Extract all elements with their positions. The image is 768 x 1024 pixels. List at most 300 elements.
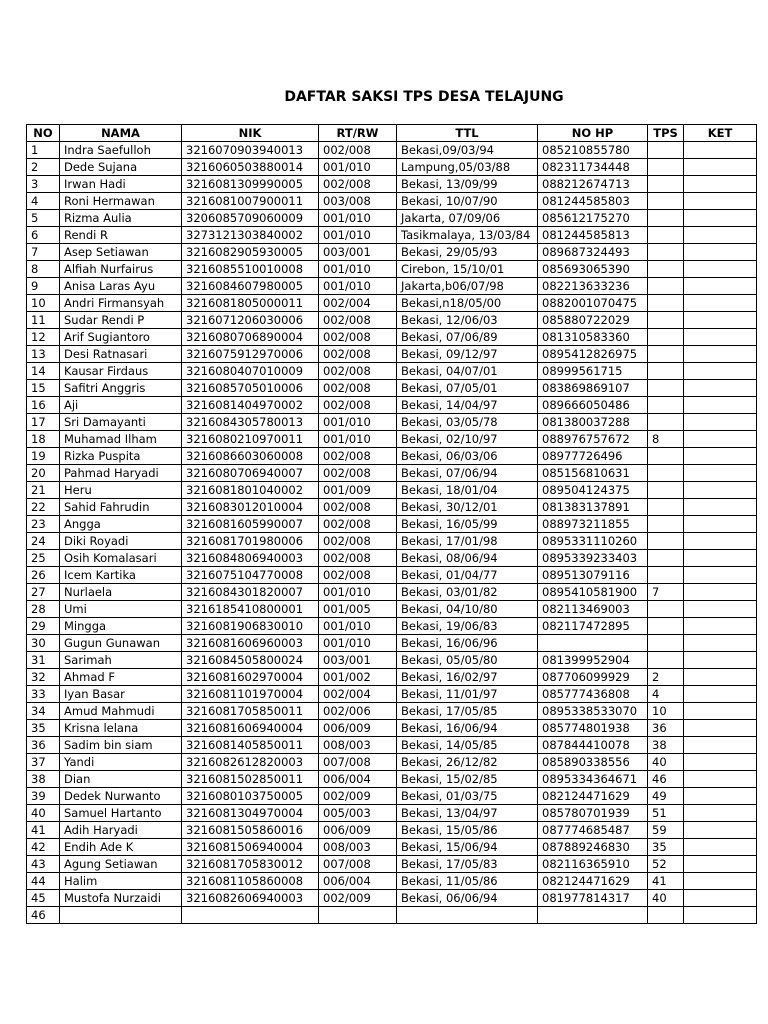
cell-nama: Alfiah Nurfairus [60, 261, 182, 278]
cell-rt-rw: 007/008 [319, 856, 397, 873]
table-body [27, 142, 757, 924]
cell-nik: 3216081606940004 [182, 720, 319, 737]
cell-ket [684, 686, 757, 703]
cell-no-hp: 0895334364671 [538, 771, 648, 788]
cell-ket [684, 720, 757, 737]
column-header-ket: KET [684, 125, 757, 142]
cell-no: 4 [27, 193, 60, 210]
cell-nik: 3216086603060008 [182, 448, 319, 465]
cell-ket [684, 856, 757, 873]
cell-ttl: Bekasi, 16/05/99 [397, 516, 538, 533]
table-row [27, 550, 757, 567]
cell-tps: 46 [648, 771, 684, 788]
cell-ttl: Tasikmalaya, 13/03/84 [397, 227, 538, 244]
cell-tps: 52 [648, 856, 684, 873]
cell-no-hp: 087844410078 [538, 737, 648, 754]
cell-tps [648, 363, 684, 380]
table-row [27, 193, 757, 210]
table-row [27, 703, 757, 720]
cell-nik: 3216081304970004 [182, 805, 319, 822]
cell-ttl: Jakarta,b06/07/98 [397, 278, 538, 295]
cell-no-hp: 085777436808 [538, 686, 648, 703]
cell-tps [648, 448, 684, 465]
cell-no-hp [538, 907, 648, 924]
cell-no-hp: 089666050486 [538, 397, 648, 414]
cell-rt-rw: 002/008 [319, 176, 397, 193]
column-header-ttl: TTL [397, 125, 538, 142]
cell-tps [648, 618, 684, 635]
cell-nik: 3216080407010009 [182, 363, 319, 380]
cell-nama: Yandi [60, 754, 182, 771]
cell-nama: Adih Haryadi [60, 822, 182, 839]
cell-ttl: Bekasi, 04/10/80 [397, 601, 538, 618]
cell-no: 43 [27, 856, 60, 873]
cell-nama: Roni Hermawan [60, 193, 182, 210]
cell-nama: Diki Royadi [60, 533, 182, 550]
cell-tps: 51 [648, 805, 684, 822]
table-row [27, 737, 757, 754]
cell-no: 19 [27, 448, 60, 465]
cell-rt-rw [319, 907, 397, 924]
cell-no-hp: 082116365910 [538, 856, 648, 873]
table-row [27, 601, 757, 618]
cell-rt-rw: 002/009 [319, 788, 397, 805]
cell-tps [648, 244, 684, 261]
cell-no-hp: 087889246830 [538, 839, 648, 856]
cell-no: 32 [27, 669, 60, 686]
cell-rt-rw: 001/010 [319, 618, 397, 635]
cell-tps [648, 312, 684, 329]
cell-ket [684, 669, 757, 686]
cell-ket [684, 550, 757, 567]
cell-tps [648, 465, 684, 482]
cell-no-hp: 0895410581900 [538, 584, 648, 601]
cell-ttl: Bekasi, 02/10/97 [397, 431, 538, 448]
cell-ket [684, 159, 757, 176]
cell-ket [684, 499, 757, 516]
cell-no-hp: 0895412826975 [538, 346, 648, 363]
cell-nama: Arif Sugiantoro [60, 329, 182, 346]
cell-ttl: Bekasi, 29/05/93 [397, 244, 538, 261]
cell-no-hp: 0895338533070 [538, 703, 648, 720]
cell-rt-rw: 006/009 [319, 822, 397, 839]
cell-rt-rw: 002/008 [319, 329, 397, 346]
cell-nik: 3216081404970002 [182, 397, 319, 414]
cell-nik: 3216185410800001 [182, 601, 319, 618]
cell-no: 40 [27, 805, 60, 822]
cell-tps: 2 [648, 669, 684, 686]
cell-tps [648, 380, 684, 397]
cell-ket [684, 601, 757, 618]
cell-nik: 3216081309990005 [182, 176, 319, 193]
table-row [27, 618, 757, 635]
cell-ket [684, 397, 757, 414]
cell-ket [684, 584, 757, 601]
cell-nama: Dian [60, 771, 182, 788]
cell-rt-rw: 002/008 [319, 499, 397, 516]
cell-nama: Muhamad Ilham [60, 431, 182, 448]
cell-nama: Sarimah [60, 652, 182, 669]
cell-ttl: Bekasi, 06/06/94 [397, 890, 538, 907]
cell-no: 37 [27, 754, 60, 771]
cell-ttl: Bekasi, 15/05/86 [397, 822, 538, 839]
cell-nik: 3216081101970004 [182, 686, 319, 703]
cell-nik: 3216085510010008 [182, 261, 319, 278]
cell-ttl: Bekasi, 16/06/96 [397, 635, 538, 652]
cell-no-hp: 081244585803 [538, 193, 648, 210]
cell-no: 44 [27, 873, 60, 890]
cell-nik: 3216084806940003 [182, 550, 319, 567]
cell-ttl: Bekasi, 01/04/77 [397, 567, 538, 584]
column-header-no-hp: NO HP [538, 125, 648, 142]
cell-nik: 3216081606960003 [182, 635, 319, 652]
table-row [27, 329, 757, 346]
cell-tps [648, 176, 684, 193]
cell-nama: Dede Sujana [60, 159, 182, 176]
cell-no: 9 [27, 278, 60, 295]
cell-ket [684, 839, 757, 856]
cell-ket [684, 482, 757, 499]
cell-no-hp: 089687324493 [538, 244, 648, 261]
cell-nama: Pahmad Haryadi [60, 465, 182, 482]
cell-tps [648, 414, 684, 431]
cell-rt-rw: 002/008 [319, 380, 397, 397]
cell-ket [684, 295, 757, 312]
cell-no: 13 [27, 346, 60, 363]
cell-no-hp: 083869869107 [538, 380, 648, 397]
cell-no-hp: 082124471629 [538, 873, 648, 890]
page-title: DAFTAR SAKSI TPS DESA TELAJUNG [284, 89, 564, 105]
cell-ket [684, 244, 757, 261]
cell-nik: 3216060503880014 [182, 159, 319, 176]
cell-ket [684, 754, 757, 771]
column-header-nik: NIK [182, 125, 319, 142]
cell-nik: 3216071206030006 [182, 312, 319, 329]
cell-tps [648, 533, 684, 550]
cell-ket [684, 312, 757, 329]
cell-ttl: Bekasi, 08/06/94 [397, 550, 538, 567]
cell-no: 30 [27, 635, 60, 652]
cell-no-hp: 082213633236 [538, 278, 648, 295]
table-row [27, 431, 757, 448]
cell-ket [684, 771, 757, 788]
cell-no-hp: 085780701939 [538, 805, 648, 822]
cell-nik: 3216083012010004 [182, 499, 319, 516]
cell-tps: 59 [648, 822, 684, 839]
cell-nama: Dedek Nurwanto [60, 788, 182, 805]
cell-no-hp: 082113469003 [538, 601, 648, 618]
cell-ket [684, 533, 757, 550]
cell-rt-rw: 002/008 [319, 567, 397, 584]
cell-ket [684, 176, 757, 193]
cell-tps: 41 [648, 873, 684, 890]
cell-ttl: Bekasi, 18/01/04 [397, 482, 538, 499]
cell-tps [648, 159, 684, 176]
cell-ttl: Bekasi, 17/05/85 [397, 703, 538, 720]
cell-no: 28 [27, 601, 60, 618]
table-row [27, 771, 757, 788]
cell-ttl: Bekasi, 07/06/94 [397, 465, 538, 482]
cell-no: 29 [27, 618, 60, 635]
cell-ttl: Bekasi, 15/06/94 [397, 839, 538, 856]
cell-rt-rw: 002/004 [319, 295, 397, 312]
cell-nama: Endih Ade K [60, 839, 182, 856]
cell-rt-rw: 002/008 [319, 533, 397, 550]
cell-tps [648, 907, 684, 924]
cell-ttl: Bekasi, 15/02/85 [397, 771, 538, 788]
cell-nama: Asep Setiawan [60, 244, 182, 261]
cell-nama: Osih Komalasari [60, 550, 182, 567]
cell-rt-rw: 008/003 [319, 737, 397, 754]
cell-nik: 3273121303840002 [182, 227, 319, 244]
cell-no: 1 [27, 142, 60, 159]
cell-nama: Indra Saefulloh [60, 142, 182, 159]
cell-ket [684, 618, 757, 635]
cell-ttl: Bekasi, 17/01/98 [397, 533, 538, 550]
cell-ket [684, 448, 757, 465]
witness-table [26, 124, 757, 924]
cell-rt-rw: 005/003 [319, 805, 397, 822]
table-row [27, 516, 757, 533]
table-row [27, 414, 757, 431]
cell-ttl: Bekasi, 19/06/83 [397, 618, 538, 635]
cell-rt-rw: 001/010 [319, 159, 397, 176]
table-row [27, 635, 757, 652]
cell-no: 10 [27, 295, 60, 312]
table-row [27, 261, 757, 278]
cell-tps [648, 227, 684, 244]
table-row [27, 499, 757, 516]
cell-nama: Irwan Hadi [60, 176, 182, 193]
cell-ket [684, 363, 757, 380]
cell-ttl: Jakarta, 07/09/06 [397, 210, 538, 227]
cell-no: 7 [27, 244, 60, 261]
cell-ttl: Bekasi, 26/12/82 [397, 754, 538, 771]
cell-no-hp: 085693065390 [538, 261, 648, 278]
cell-no-hp: 0882001070475 [538, 295, 648, 312]
cell-ttl: Cirebon, 15/10/01 [397, 261, 538, 278]
cell-nama: Iyan Basar [60, 686, 182, 703]
cell-no: 23 [27, 516, 60, 533]
cell-tps: 38 [648, 737, 684, 754]
cell-no: 35 [27, 720, 60, 737]
cell-nama: Aji [60, 397, 182, 414]
cell-rt-rw: 008/003 [319, 839, 397, 856]
cell-tps: 40 [648, 890, 684, 907]
cell-no: 27 [27, 584, 60, 601]
cell-rt-rw: 001/010 [319, 431, 397, 448]
cell-ttl [397, 907, 538, 924]
cell-no-hp: 089513079116 [538, 567, 648, 584]
cell-no-hp: 089504124375 [538, 482, 648, 499]
cell-nik: 3216081701980006 [182, 533, 319, 550]
cell-ket [684, 193, 757, 210]
cell-no-hp: 081244585813 [538, 227, 648, 244]
cell-ket [684, 805, 757, 822]
column-header-tps: TPS [648, 125, 684, 142]
cell-rt-rw: 001/010 [319, 278, 397, 295]
cell-ket [684, 142, 757, 159]
cell-no: 5 [27, 210, 60, 227]
cell-ttl: Bekasi, 16/02/97 [397, 669, 538, 686]
cell-no-hp: 082124471629 [538, 788, 648, 805]
cell-nik: 3216082606940003 [182, 890, 319, 907]
cell-tps [648, 397, 684, 414]
cell-ttl: Bekasi, 07/05/01 [397, 380, 538, 397]
cell-rt-rw: 003/008 [319, 193, 397, 210]
cell-nik: 3216081602970004 [182, 669, 319, 686]
table-row [27, 380, 757, 397]
cell-ttl: Bekasi, 14/04/97 [397, 397, 538, 414]
cell-rt-rw: 002/008 [319, 550, 397, 567]
cell-no: 16 [27, 397, 60, 414]
cell-nik: 3216081007900011 [182, 193, 319, 210]
cell-ttl: Bekasi, 16/06/94 [397, 720, 538, 737]
cell-rt-rw: 001/005 [319, 601, 397, 618]
cell-nama [60, 907, 182, 924]
cell-nama: Andri Firmansyah [60, 295, 182, 312]
cell-rt-rw: 006/009 [319, 720, 397, 737]
table-row [27, 363, 757, 380]
cell-ttl: Bekasi, 13/04/97 [397, 805, 538, 822]
table-row [27, 873, 757, 890]
cell-tps: 10 [648, 703, 684, 720]
cell-ket [684, 329, 757, 346]
table-row [27, 227, 757, 244]
table-row [27, 720, 757, 737]
cell-nik: 3216081801040002 [182, 482, 319, 499]
cell-nik: 3216080706890004 [182, 329, 319, 346]
cell-nik [182, 907, 319, 924]
cell-no: 42 [27, 839, 60, 856]
cell-tps: 36 [648, 720, 684, 737]
cell-no-hp: 085612175270 [538, 210, 648, 227]
cell-no-hp: 081383137891 [538, 499, 648, 516]
cell-tps [648, 601, 684, 618]
cell-rt-rw: 002/008 [319, 312, 397, 329]
cell-rt-rw: 001/010 [319, 227, 397, 244]
column-header-rt-rw: RT/RW [319, 125, 397, 142]
cell-nama: Sadim bin siam [60, 737, 182, 754]
table-row [27, 652, 757, 669]
cell-ket [684, 788, 757, 805]
cell-ttl: Bekasi, 10/07/90 [397, 193, 538, 210]
cell-tps [648, 295, 684, 312]
cell-no: 45 [27, 890, 60, 907]
cell-ttl: Bekasi, 03/01/82 [397, 584, 538, 601]
cell-rt-rw: 002/008 [319, 397, 397, 414]
cell-nik: 3216084305780013 [182, 414, 319, 431]
cell-no: 11 [27, 312, 60, 329]
cell-ttl: Bekasi, 09/12/97 [397, 346, 538, 363]
table-row [27, 907, 757, 924]
cell-rt-rw: 001/010 [319, 210, 397, 227]
cell-no-hp: 081310583360 [538, 329, 648, 346]
cell-no-hp: 08999561715 [538, 363, 648, 380]
cell-no-hp: 081399952904 [538, 652, 648, 669]
cell-no: 33 [27, 686, 60, 703]
cell-nik: 3216082905930005 [182, 244, 319, 261]
cell-no: 41 [27, 822, 60, 839]
cell-nik: 3216080103750005 [182, 788, 319, 805]
cell-ttl: Bekasi, 13/09/99 [397, 176, 538, 193]
cell-nama: Desi Ratnasari [60, 346, 182, 363]
cell-tps: 40 [648, 754, 684, 771]
table-header-row [27, 125, 757, 142]
cell-ket [684, 822, 757, 839]
cell-nama: Mustofa Nurzaidi [60, 890, 182, 907]
cell-nama: Halim [60, 873, 182, 890]
cell-nama: Anisa Laras Ayu [60, 278, 182, 295]
table-row [27, 159, 757, 176]
cell-no: 3 [27, 176, 60, 193]
cell-no: 31 [27, 652, 60, 669]
cell-nama: Umi [60, 601, 182, 618]
cell-rt-rw: 002/008 [319, 465, 397, 482]
cell-tps [648, 482, 684, 499]
cell-ttl: Bekasi, 03/05/78 [397, 414, 538, 431]
cell-rt-rw: 007/008 [319, 754, 397, 771]
table-row [27, 278, 757, 295]
table-row [27, 397, 757, 414]
cell-tps [648, 193, 684, 210]
cell-no-hp: 081977814317 [538, 890, 648, 907]
cell-rt-rw: 001/009 [319, 482, 397, 499]
cell-nama: Krisna lelana [60, 720, 182, 737]
cell-ket [684, 414, 757, 431]
cell-ket [684, 516, 757, 533]
table-row [27, 312, 757, 329]
cell-no-hp: 088973211855 [538, 516, 648, 533]
cell-no: 12 [27, 329, 60, 346]
cell-rt-rw: 003/001 [319, 652, 397, 669]
cell-rt-rw: 001/010 [319, 635, 397, 652]
table-row [27, 533, 757, 550]
cell-tps: 35 [648, 839, 684, 856]
cell-ket [684, 278, 757, 295]
cell-rt-rw: 006/004 [319, 873, 397, 890]
table-row [27, 822, 757, 839]
cell-nama: Mingga [60, 618, 182, 635]
cell-ket [684, 907, 757, 924]
cell-ttl: Bekasi, 17/05/83 [397, 856, 538, 873]
cell-tps [648, 329, 684, 346]
cell-no-hp: 0895339233403 [538, 550, 648, 567]
cell-nik: 3216081805000011 [182, 295, 319, 312]
cell-rt-rw: 002/006 [319, 703, 397, 720]
cell-no-hp: 085880722029 [538, 312, 648, 329]
cell-nama: Sudar Rendi P [60, 312, 182, 329]
column-header-no: NO [27, 125, 60, 142]
cell-nama: Sahid Fahrudin [60, 499, 182, 516]
cell-no-hp: 0895331110260 [538, 533, 648, 550]
cell-no: 46 [27, 907, 60, 924]
table-row [27, 686, 757, 703]
cell-ttl: Bekasi, 11/01/97 [397, 686, 538, 703]
cell-no: 17 [27, 414, 60, 431]
cell-ttl: Bekasi, 30/12/01 [397, 499, 538, 516]
cell-rt-rw: 001/010 [319, 414, 397, 431]
cell-nama: Sri Damayanti [60, 414, 182, 431]
cell-nama: Nurlaela [60, 584, 182, 601]
table-row [27, 465, 757, 482]
cell-ket [684, 346, 757, 363]
cell-no-hp: 087706099929 [538, 669, 648, 686]
cell-ket [684, 703, 757, 720]
table-row [27, 295, 757, 312]
cell-nik: 3216084301820007 [182, 584, 319, 601]
cell-no: 20 [27, 465, 60, 482]
